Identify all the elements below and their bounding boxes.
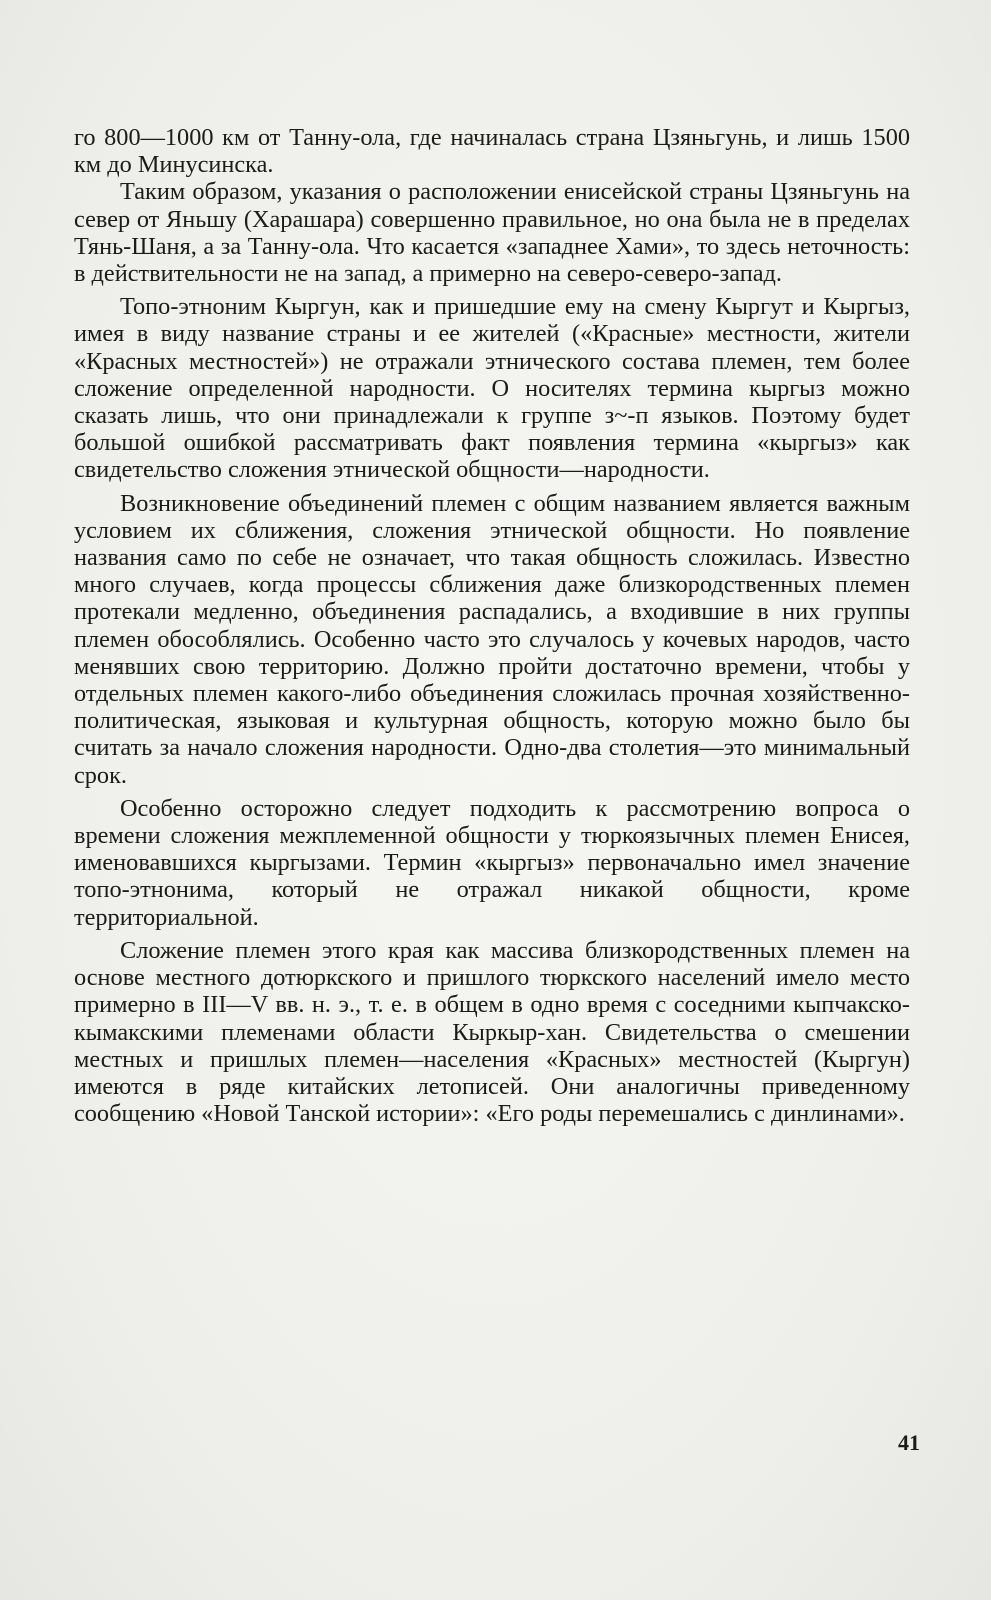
body-text <box>74 124 910 1127</box>
paragraph: Топо-этноним Кыргун, как и пришедшие ему на смену Кыргут и Кыргыз, имея в виду название страны и ее жителей («Красные» местности, жители «Красных местностей») не отражали этнического состава племен, тем более сложение определенной народности. О носителях термина кыргыз можно сказать лишь, что они принадлежали к группе з~-п языков. Поэтому будет большой ошибкой рассматривать факт появления термина «кыргыз» как свидетельство сложения этнической общности—народности. <box>74 293 910 484</box>
page-number: 41 <box>898 1430 920 1455</box>
paragraph: Сложение племен этого края как массива близкородственных племен на основе местного дотюркского и пришлого тюркского населений имело место примерно в III—V вв. н. э., т. е. в общем в одно время с соседними кыпчакско-кымакскими племенами области Кыркыр-хан. Свидетельства о смешении местных и пришлых племен—населения «Красных» местностей (Кыргун) имеются в ряде китайских летописей. Они аналогичны приведенному сообщению «Новой Танской истории»: «Его роды перемешались с динлинами». <box>74 936 910 1128</box>
paragraph-continuation: го 800—1000 км от Танну-ола, где начиналась страна Цзяньгунь, и лишь 1500 км до Минусинска. <box>74 124 910 179</box>
paragraph: Возникновение объединений племен с общим названием является важным условием их сближения, сложения этнической общности. Но появление названия само по себе не означает, что такая общность сложилась. Известно много случаев, когда процессы сближения даже близкородственных племен протекали медленно, объединения распадались, а входившие в них группы племен обособлялись. Особенно часто это случалось у кочевых народов, часто менявших свою территорию. Должно пройти достаточно времени, чтобы у отдельных племен какого-либо объединения сложилась прочная хозяйственно-политическая, языковая и культурная общность, которую можно было бы считать за начало сложения народности. Одно-два столетия—это минимальный срок. <box>74 489 910 789</box>
paragraph: Таким образом, указания о расположении енисейской страны Цзяньгунь на север от Яньшу (Харашара) совершенно правильное, но она была не в пределах Тянь-Шаня, а за Танну-ола. Что касается «западнее Хами», то здесь неточность: в действительности не на запад, а примерно на северо-северо-запад. <box>74 178 910 288</box>
paragraph: Особенно осторожно следует подходить к рассмотрению вопроса о времени сложения межплеменной общности у тюркоязычных племен Енисея, именовавшихся кыргызами. Термин «кыргыз» первоначально имел значение топо-этнонима, который не отражал никакой общности, кроме территориальной. <box>74 794 910 931</box>
